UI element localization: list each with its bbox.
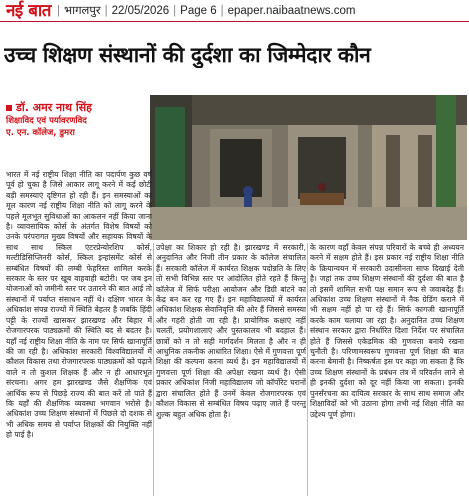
page-number: Page 6 — [180, 4, 217, 17]
article-column-2 — [156, 243, 306, 496]
separator: | — [173, 4, 177, 17]
article-body-text: के कारण वहाँ केवल संपन्न परिवारों के बच्चे ही अध्ययन करने में सक्षम होते हैं। इस प्रकार नई राष्ट्रीय शिक्षा नीति के क्रियान्वयन में सरकारी उदासीनता साफ दिखाई देती है। जहां तक उच्च शिक्षण संस्थानों की दुर्दशा की बात है तो इसमें शामिल सभी पक्ष समान रूप से जवाबदेह हैं। अधिकांश उच्च शिक्षण संस्थानों में नैक ग्रेडिंग कराने में भी सक्षम नहीं हो पा रहे हैं। सिर्फ कागजी खानापूर्ति करके काम चलाया जा रहा है। अनुदानित उच्च शिक्षण संस्थान सरकार द्वारा निर्धारित दिशा निर्देश पर संचालित होते हैं जिससे एकेडमिक की गुणवत्ता बनाये रखना चुनौती है। परिणामस्वरूप गुणवत्ता पूर्ण शिक्षा की बात करना बेमानी है। निष्कर्षतः इस पर कहा जा सकता है कि उच्च शिक्षण संस्थानों के प्रबंधन तंत्र में परिवर्तन लाने से ही इनकी दुर्दशा को दूर नहीं किया जा सकता। इनकी पुनर्संरचना का दायित्व सरकार के साथ साथ समाज और शिक्षाविदों को भी उठाना होगा तभी नई शिक्षा नीति का उद्देश्य पूर्ण होगा। — [310, 243, 464, 419]
article-photo — [150, 95, 467, 240]
author-byline — [6, 100, 126, 139]
author-college: ए. एन. कॉलेज, डुमरा — [6, 128, 75, 138]
building-photo-icon — [150, 95, 467, 240]
newspaper-logo: नई बात — [6, 0, 52, 21]
article-headline: उच्च शिक्षण संस्थानों की दुर्दशा का जिम्मेदार कौन — [4, 43, 371, 67]
edition-info — [57, 3, 355, 18]
bullet-icon — [6, 105, 12, 111]
article-column-1 — [6, 170, 152, 496]
article-body-text: भारत में नई राष्ट्रीय शिक्षा नीति का पदार्पण कुछ वर्ष पूर्व हो चुका है जिसे आकार लागू करने में कई छोटी बड़ी समस्याएं दृष्टिगत हो रही हैं। इन समस्याओं का मूल कारण नई राष्ट्रीय शिक्षा नीति को लागू करने के पहले मूलभूत सुविधाओं का आकलन नहीं किया जाना है। व्यावसायिक कोर्स के अंतर्गत विशेष विषयों को उनके परंपरागत मुख्य विषयों और सहायक विषयों के साथ साथ स्किल एंटरप्रेन्योरशिप कोर्स, मल्टीडिसिप्लिनरी कोर्स, स्किल इन्हांसमेंट कोर्स से सम्बंधित विषयों की लम्बी फेहरिस्त शामिल करके सरकार के स्तर पर खूब वाहवाही बटोरी। पर जब इन योजनाओं को जमीनी स्तर पर उतारने की बात आई तो संस्थानों में पर्याप्त संसाधन नहीं थे। दक्षिण भारत के अधिकांश संपन्न राज्यों में स्थिति बेहतर है जबकि हिंदी पट्टी के राज्यों खासकर झारखण्ड और बिहार में रोजगारपरक पाठ्यक्रमों की स्थिति बद से बदतर है। यहाँ नई राष्ट्रीय शिक्षा नीति के नाम पर सिर्फ खानापूर्ति की जा रही है। अधिकांश सरकारी विश्वविद्यालयों में कौशल विकास तथा रोजगारपरक पाठ्यक्रमों को पढ़ाने वाले न तो कुशल शिक्षक हैं और न ही आधारभूत संरचना। अगर हम झारखण्ड जैसे शैक्षणिक एवं आर्थिक रूप से पिछड़े राज्य की बात करें तो पाते हैं कि यहाँ की शैक्षणिक व्यवस्था भगवान भरोसे है। अधिकांश उच्च शिक्षण संस्थानों में पिछले दो दशक से भी अधिक समय से पर्याप्त शिक्षकों की नियुक्ति नहीं हो पाई है। — [6, 170, 152, 440]
masthead — [0, 0, 469, 22]
separator: | — [57, 4, 61, 17]
article-body-text: उपेक्षा का शिकार हो रही है। झारखण्ड में सरकारी, अनुदानित और निजी तीन प्रकार के कॉलेज संचालित हैं। सरकारी कॉलेज में कार्यरत शिक्षक पदोन्नति के लिए तो सभी विभिन्न स्तर पर आंदोलित होते रहते हैं किन्तु कॉलेज में सिर्फ परीक्षा आयोजन और डिग्री बांटने का केंद्र बन कर रह गए हैं। इन महाविद्यालयों में कार्यरत अधिकांश शिक्षक सेवानिवृत्ति की ओर हैं जिससे समस्या और गहरी होती जा रही है। प्रायोगिक कक्षाएं नहीं चलतीं, प्रयोगशालाएं और पुस्तकालय भी बदहाल हैं। छात्रों को न तो सही मार्गदर्शन मिलता है और न ही आधुनिक तकनीक आधारित शिक्षा। ऐसे में गुणवत्ता पूर्ण शिक्षा की कल्पना करना व्यर्थ है। इन महाविद्यालयों में गुणवत्ता पूर्ण शिक्षा की अपेक्षा रखना व्यर्थ है। ऐसी प्रकार अधिकांश निजी महाविद्यालय जो कॉर्पोरेट घरानों द्वारा संचालित होते हैं उनमें केवल रोजगारपरक एवं कौशल विकास से सम्बंधित विषय पढ़ाए जाते हैं परन्तु शुल्क बहुत अधिक होता है। — [156, 243, 306, 419]
epaper-link[interactable]: epaper.naibaatnews.com — [227, 4, 356, 17]
article-column-3 — [310, 243, 464, 496]
column-divider — [307, 243, 308, 496]
separator: | — [220, 4, 224, 17]
column-divider — [153, 243, 154, 496]
author-name: डॉ. अमर नाथ सिंह — [16, 101, 92, 114]
separator: | — [104, 4, 108, 17]
author-name-row — [6, 100, 126, 115]
edition-city: भागलपुर — [64, 5, 101, 17]
author-role: शिक्षाविद एवं पर्यावरणविद — [6, 116, 87, 126]
edition-date: 22/05/2026 — [111, 4, 170, 17]
